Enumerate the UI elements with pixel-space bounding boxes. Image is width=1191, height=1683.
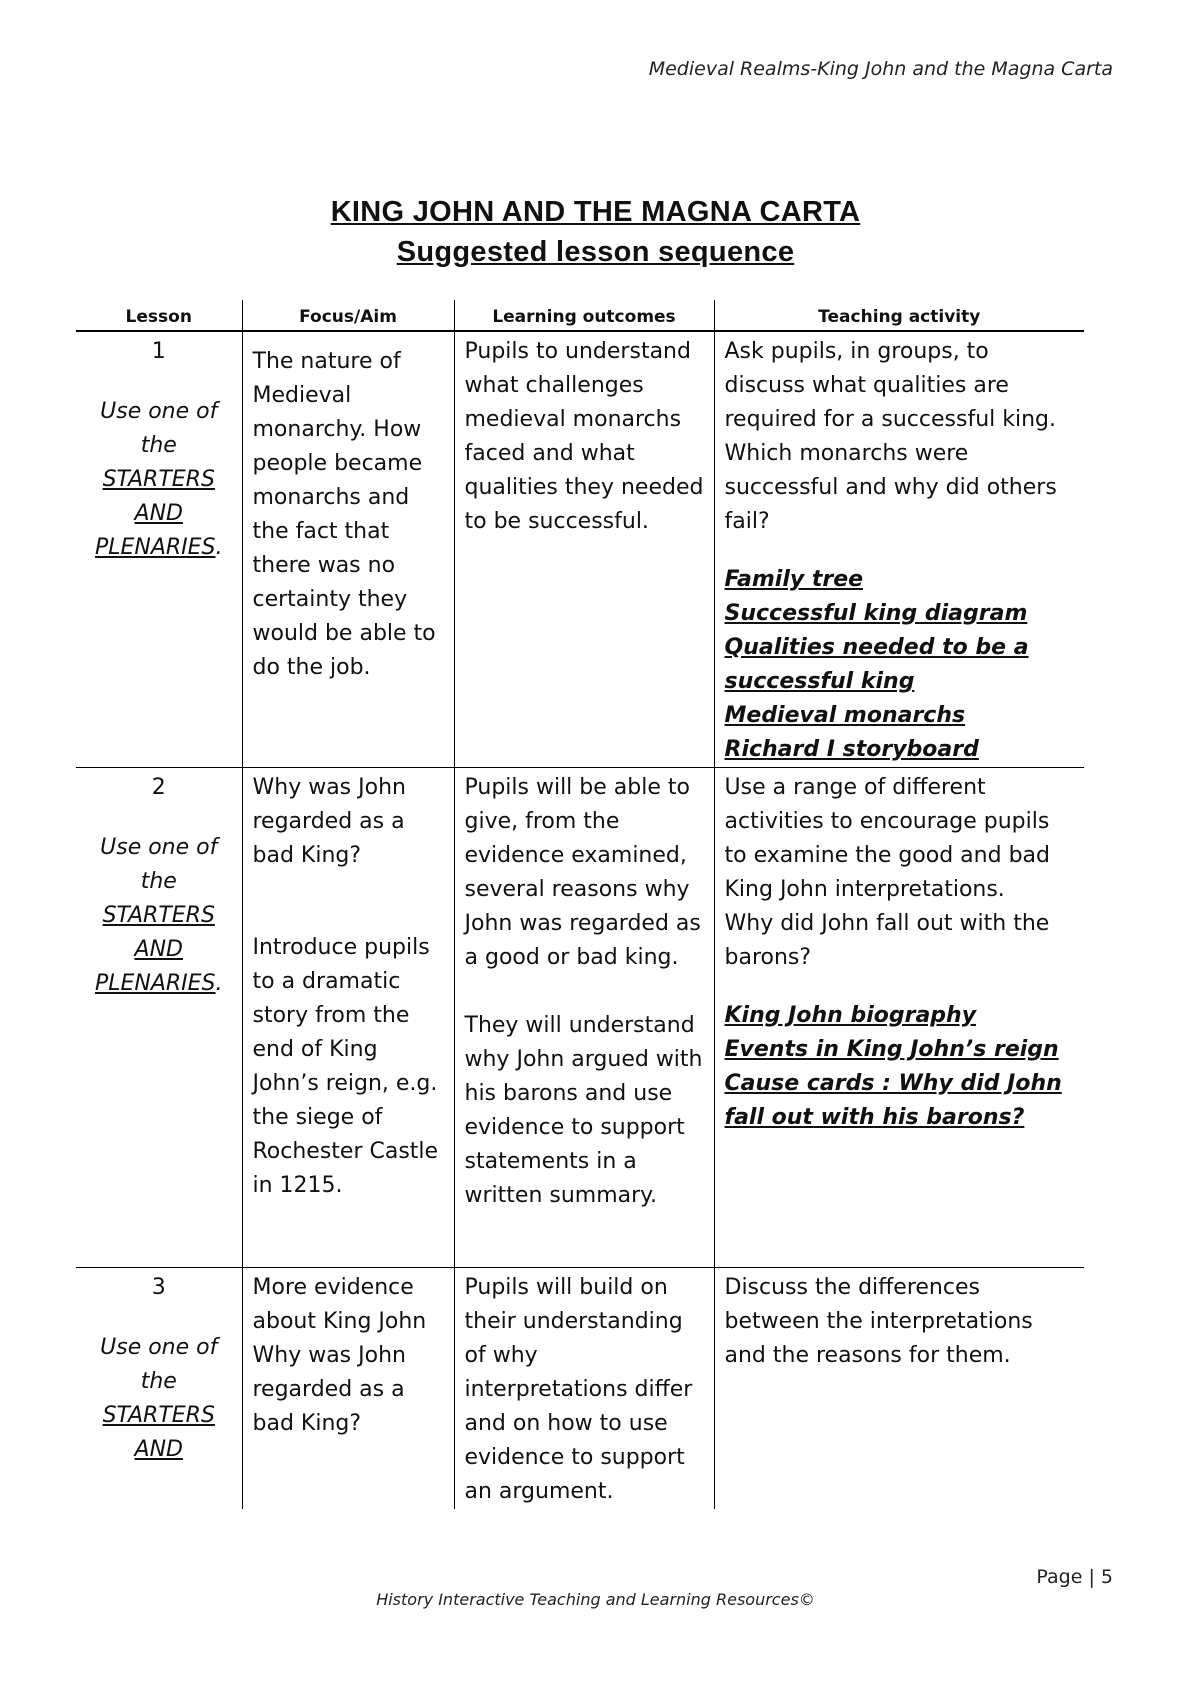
lesson-number: 2 (151, 775, 166, 800)
outcomes-cell (454, 768, 714, 1268)
resource-link[interactable]: Cause cards : Why did John fall out with his barons? (724, 1071, 1062, 1130)
focus-cell (242, 331, 454, 768)
activity-text: Use a range of different activities to encourage pupils to examine the good and bad King John interpretations. (724, 775, 1050, 902)
table-row (76, 1268, 1084, 1510)
header-title: Medieval Realms-King John and the Magna Carta (648, 58, 1113, 80)
resource-link[interactable]: Qualities needed to be a successful king (724, 635, 1029, 694)
focus-text: The nature of Medieval monarchy. How people became monarchs and the fact that there was no certainty they would be able to do the job. (252, 349, 436, 680)
starters-link[interactable]: PLENARIES (94, 971, 216, 996)
lesson-sequence-table (76, 300, 1084, 1509)
lesson-instruction: Use one of (100, 835, 218, 860)
focus-text: Introduce pupils to a dramatic story from the end of King John’s reign, e.g. the siege of Rochester Castle in 1215. (252, 935, 439, 1198)
column-header-outcomes: Learning outcomes (454, 300, 714, 331)
lesson-instruction: the (140, 869, 177, 894)
resource-link[interactable]: Medieval monarchs (724, 703, 966, 728)
document-title: KING JOHN AND THE MAGNA CARTA (330, 196, 861, 228)
starters-link[interactable]: STARTERS (102, 1403, 215, 1428)
punctuation: . (215, 971, 223, 996)
table-row (76, 768, 1084, 1268)
resource-link[interactable]: Events in King John’s reign (724, 1037, 1059, 1062)
resource-link[interactable]: Richard I storyboard (724, 737, 979, 762)
starters-link[interactable]: STARTERS (102, 467, 215, 492)
lesson-cell (76, 1268, 242, 1510)
column-header-activity: Teaching activity (714, 300, 1084, 331)
starters-link[interactable]: AND (134, 1437, 183, 1462)
activity-text: Why did John fall out with the barons? (724, 911, 1050, 970)
lesson-cell (76, 768, 242, 1268)
outcomes-cell (454, 331, 714, 768)
table-header-row (76, 300, 1084, 331)
lesson-cell (76, 331, 242, 768)
punctuation: . (215, 535, 223, 560)
focus-text: Why was John regarded as a bad King? (252, 775, 406, 868)
column-header-focus: Focus/Aim (242, 300, 454, 331)
outcomes-text: They will understand why John argued with his barons and use evidence to support statements in a written summary. (464, 1013, 703, 1208)
column-header-lesson: Lesson (76, 300, 242, 331)
outcomes-text: Pupils will be able to give, from the evidence examined, several reasons why John was regarded as a good or bad king. (464, 775, 701, 970)
starters-link[interactable]: PLENARIES (94, 535, 216, 560)
resource-link[interactable]: Family tree (724, 567, 864, 592)
activity-cell (714, 331, 1084, 768)
starters-link[interactable]: AND (134, 937, 183, 962)
footer-credit: History Interactive Teaching and Learning Resources© (376, 1590, 815, 1609)
activity-text: Ask pupils, in groups, to discuss what qualities are required for a successful king. Which monarchs were successful and why did others fail? (724, 339, 1057, 534)
document-subtitle: Suggested lesson sequence (396, 236, 795, 268)
outcomes-cell (454, 1268, 714, 1510)
focus-cell (242, 1268, 454, 1510)
starters-link[interactable]: AND (134, 501, 183, 526)
page-number: Page | 5 (1036, 1566, 1113, 1588)
resource-link[interactable]: King John biography (724, 1003, 977, 1028)
activity-cell (714, 768, 1084, 1268)
lesson-number: 3 (151, 1275, 166, 1300)
lesson-number: 1 (151, 339, 166, 364)
activity-cell (714, 1268, 1084, 1510)
focus-cell (242, 768, 454, 1268)
resource-link[interactable]: Successful king diagram (724, 601, 1028, 626)
activity-text: Discuss the differences between the interpretations and the reasons for them. (724, 1275, 1033, 1368)
lesson-instruction: Use one of (100, 1335, 218, 1360)
lesson-instruction: Use one of (100, 399, 218, 424)
table-row (76, 331, 1084, 768)
starters-link[interactable]: STARTERS (102, 903, 215, 928)
outcomes-text: Pupils will build on their understanding of why interpretations differ and on how to use evidence to support an argument. (464, 1275, 693, 1504)
focus-text: More evidence about King John Why was John regarded as a bad King? (252, 1275, 427, 1436)
lesson-instruction: the (140, 1369, 177, 1394)
lesson-instruction: the (140, 433, 177, 458)
outcomes-text: Pupils to understand what challenges medieval monarchs faced and what qualities they needed to be successful. (464, 339, 704, 534)
